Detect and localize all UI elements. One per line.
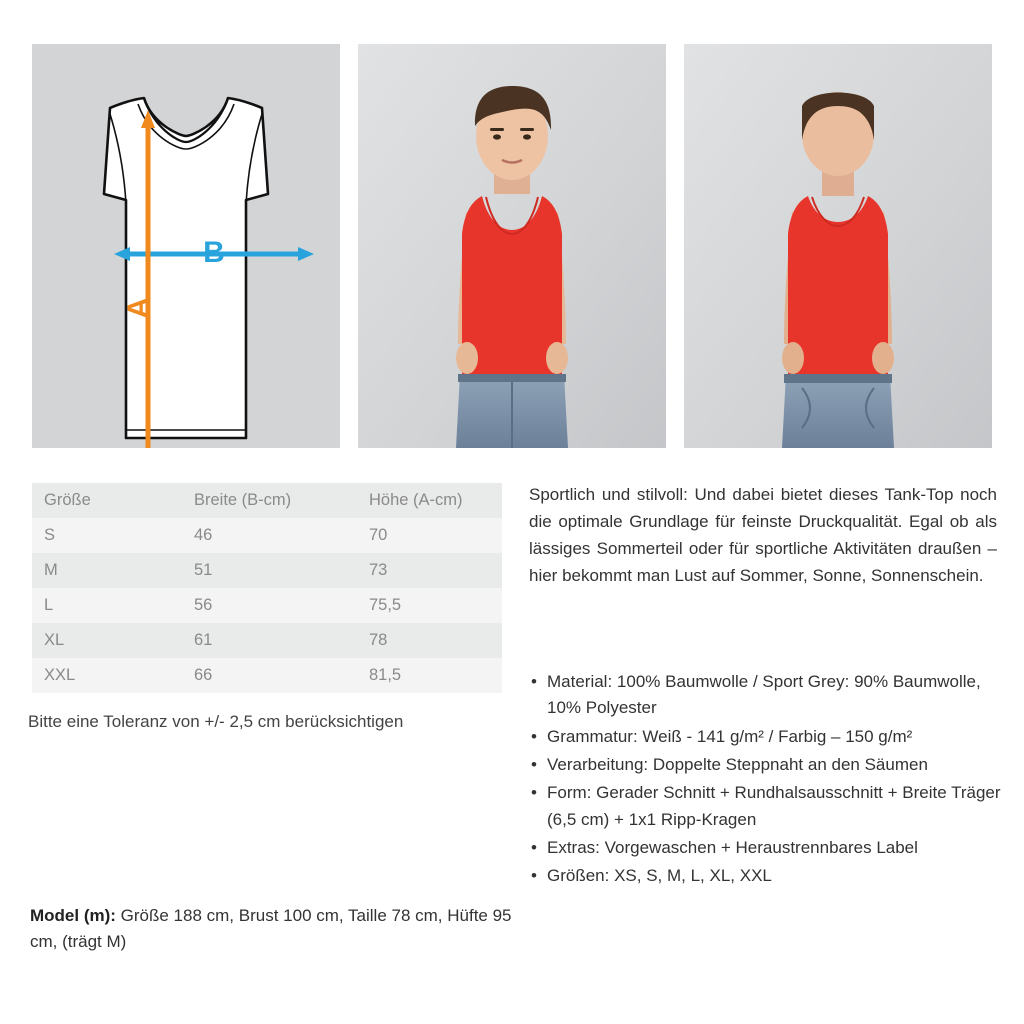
cell-width: 66 [194,666,213,684]
list-item: • Grammatur: Weiß - 141 g/m² / Farbig – 150 g/m² [529,724,1001,750]
cell-height: 73 [369,561,388,579]
cell-height: 81,5 [369,666,402,684]
model-note-label: Model (m): [30,906,116,925]
table-row [32,518,502,553]
product-description: Sportlich und stilvoll: Und dabei bietet dieses Tank-Top noch die optimale Grundlage für feinste Druckqualität. Egal ob als lässiges Sommerteil oder für sportliche Aktivitäten draußen – hier bekommt man Lust auf Sommer, Sonne, Sonnenschein. [529,485,997,585]
cell-size: S [44,526,56,544]
list-item: • Form: Gerader Schnitt + Rundhalsausschnitt + Breite Träger (6,5 cm) + 1x1 Ripp-Kragen [529,780,1001,833]
tank-top-outline-icon [32,44,340,448]
list-item: • Material: 100% Baumwolle / Sport Grey: 90% Baumwolle, 10% Polyester [529,669,1001,722]
model-note-text: Größe 188 cm, Brust 100 cm, Taille 78 cm, Hüfte 95 cm, (trägt M) [30,906,512,951]
table-row [32,553,502,588]
table-row [32,658,502,693]
table-row [32,623,502,658]
measurement-diagram-panel [32,44,340,448]
table-header-row [32,483,502,518]
header-size: Größe [44,491,91,509]
front-photo-panel [358,44,666,448]
cell-height: 78 [369,631,388,649]
cell-width: 61 [194,631,213,649]
cell-size: XL [44,631,65,649]
size-table [32,483,502,693]
back-photo-panel [684,44,992,448]
list-item: • Verarbeitung: Doppelte Steppnaht an den Säumen [529,752,1001,778]
label-b: B [203,236,225,269]
cell-size: M [44,561,58,579]
feature-list [529,669,1001,892]
model-note [30,903,520,954]
cell-height: 75,5 [369,596,402,614]
cell-width: 56 [194,596,213,614]
cell-height: 70 [369,526,388,544]
header-height: Höhe (A-cm) [369,491,463,509]
label-a: A [122,297,155,319]
list-item: • Größen: XS, S, M, L, XL, XXL [529,863,1001,889]
header-width: Breite (B-cm) [194,491,292,509]
cell-width: 51 [194,561,213,579]
model-front-photo [358,44,666,448]
cell-width: 46 [194,526,213,544]
table-row [32,588,502,623]
image-row [32,44,992,448]
list-item: • Extras: Vorgewaschen + Heraustrennbares Label [529,835,1001,861]
tolerance-note: Bitte eine Toleranz von +/- 2,5 cm berücksichtigen [28,712,404,731]
model-back-photo [684,44,992,448]
cell-size: XXL [44,666,76,684]
cell-size: L [44,596,54,614]
